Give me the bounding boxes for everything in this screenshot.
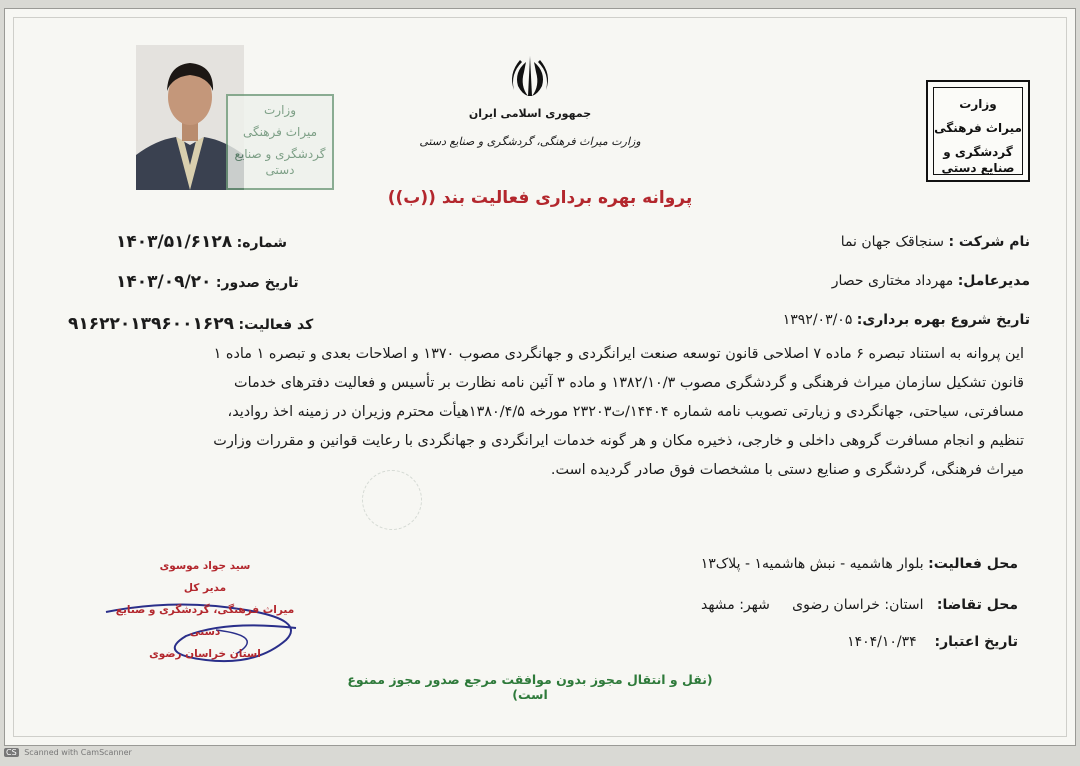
body-line-5: میراث فرهنگی، گردشگری و صنایع دستی با مشخصات فوق صادر گردیده است. <box>550 462 1024 478</box>
body-line-3: مسافرتی، سیاحتی، جهانگردی و زیارتی تصویب نامه شماره ۱۴۴۰۴/ت۲۳۲۰۳ مورخه ۱۳۸۰/۴/۵هیأت محترم وزیران در زمینه اخذ روادید، <box>227 404 1024 420</box>
scanner-watermark <box>4 748 132 757</box>
transfer-notice: (نقل و انتقال مجوز بدون موافقت مرجع صدور مجوز ممنوع است) <box>347 672 713 702</box>
faded-seal <box>362 470 422 530</box>
signatory-province: استان خراسان رضوی <box>149 648 261 660</box>
validity-date-field <box>847 634 1018 650</box>
body-line-4: تنظیم و انجام مسافرت گروهی داخلی و خارجی، ذخیره مکان و هر گونه خدمات ایرانگردی و جهانگردی با رعایت قوانین و مقررات وزارت <box>213 433 1024 449</box>
company-value: سنجاقک جهان نما <box>840 234 944 250</box>
request-place-field <box>701 597 1018 613</box>
signature-block <box>100 555 310 665</box>
number-field <box>116 232 287 252</box>
start-date-field <box>783 312 1030 328</box>
photo-stamp-line-1: وزارت <box>263 103 296 117</box>
logo-line-3: گردشگری و صنایع دستی <box>941 145 1015 175</box>
signatory-title: مدیر کل <box>183 582 227 594</box>
body-line-1: این پروانه به استناد تبصره ۶ ماده ۷ اصلاحی قانون توسعه صنعت ایرانگردی و جهانگردی مصوب ۱۳۷۰ و اصلاحات بعدی و تبصره ۱ ماده ۱ <box>213 346 1024 362</box>
scanner-badge: CS <box>6 748 17 757</box>
license-body <box>38 340 1024 485</box>
issue-date-value: ۱۴۰۳/۰۹/۲۰ <box>116 272 212 292</box>
ministry-name: وزارت میراث فرهنگی، گردشگری و صنایع دستی <box>419 135 641 148</box>
logo-line-1: وزارت <box>959 97 997 111</box>
number-label: شماره: <box>236 235 287 251</box>
republic-name: جمهوری اسلامی ایران <box>468 107 592 120</box>
activity-code-field <box>68 314 313 334</box>
start-date-value: ۱۳۹۲/۰۳/۰۵ <box>782 312 853 328</box>
signatory-organization: میراث فرهنگی، گردشگری و صنایع دستی <box>115 604 295 638</box>
manager-value: مهرداد مختاری حصار <box>831 273 954 289</box>
number-value: ۱۴۰۳/۵۱/۶۱۲۸ <box>116 232 233 252</box>
manager-label: مدیرعامل: <box>957 273 1030 289</box>
company-field <box>841 234 1030 250</box>
validity-value: ۱۴۰۴/۱۰/۳۴ <box>847 634 917 650</box>
province-value: خراسان رضوی <box>792 597 880 613</box>
activity-code-value: ۹۱۶۲۲۰۱۳۹۶۰۰۱۶۲۹ <box>68 314 235 334</box>
start-date-label: تاریخ شروع بهره برداری: <box>856 312 1030 328</box>
scanner-text: Scanned with CamScanner <box>24 748 132 757</box>
activity-place-field <box>701 556 1018 572</box>
validity-label: تاریخ اعتبار: <box>934 634 1018 650</box>
issue-date-field <box>116 272 299 292</box>
logo-inner-border <box>933 87 1023 175</box>
activity-place-label: محل فعالیت: <box>928 556 1018 572</box>
iran-emblem-icon <box>506 52 554 102</box>
ministry-stamp-small <box>226 94 334 190</box>
signatory-name: سید جواد موسوی <box>159 560 251 572</box>
document-title: پروانه بهره برداری فعالیت بند ((ب)) <box>387 188 693 208</box>
city-value: مشهد <box>700 597 735 613</box>
photo-stamp-line-3: گردشگری و صنایع دستی <box>234 147 326 177</box>
activity-place-value: بلوار هاشمیه - نبش هاشمیه۱ - پلاک۱۳ <box>700 556 924 572</box>
logo-line-2: میراث فرهنگی <box>934 121 1022 135</box>
request-place-label: محل تقاضا: <box>936 597 1018 613</box>
company-label: نام شرکت : <box>948 234 1030 250</box>
ministry-logo <box>926 80 1030 182</box>
issue-date-label: تاریخ صدور: <box>215 275 299 291</box>
manager-field <box>832 273 1030 289</box>
province-label: استان: <box>884 597 924 613</box>
photo-stamp-line-2: میراث فرهنگی <box>242 125 318 139</box>
city-label: شهر: <box>739 597 770 613</box>
body-line-2: قانون تشکیل سازمان میراث فرهنگی و گردشگری مصوب ۱۳۸۲/۱۰/۳ و ماده ۳ آئین نامه نظارت بر تأسیس و فعالیت دفترهای خدمات <box>234 375 1024 391</box>
activity-code-label: کد فعالیت: <box>238 317 314 333</box>
